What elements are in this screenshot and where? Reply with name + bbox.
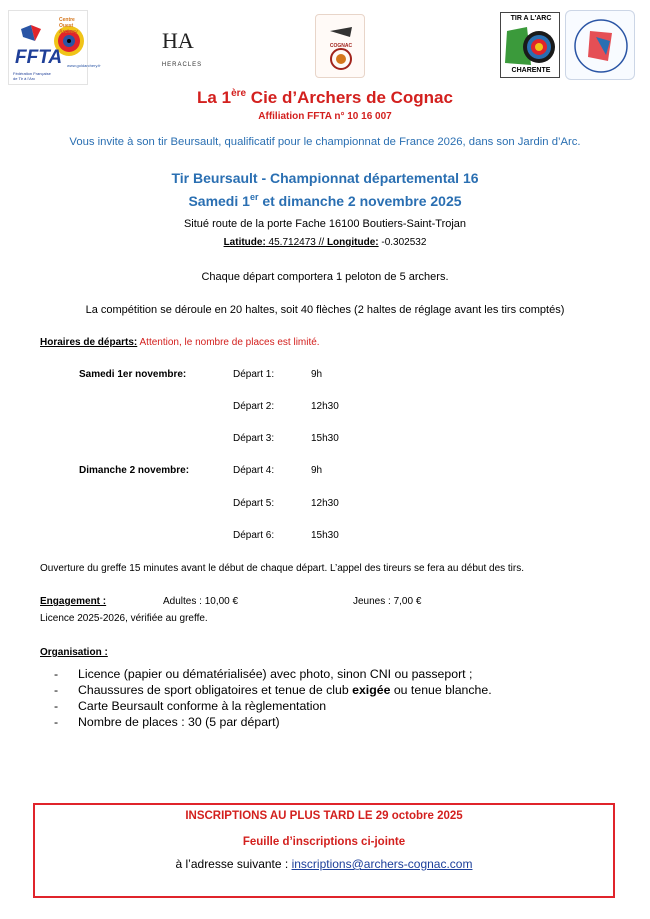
- inscriptions-sheet: Feuille d’inscriptions ci-jointe: [242, 836, 406, 848]
- ffta-wordmark: FFTA: [15, 47, 63, 68]
- list-item: - Carte Beursault conforme à la règlementation: [54, 699, 327, 713]
- price-adultes: Adultes : 10,00 €: [163, 596, 239, 607]
- depart-3-label: Départ 3:: [233, 433, 275, 444]
- engagement-label: Engagement :: [40, 596, 107, 607]
- charente-top-label: TIR A L'ARC: [510, 15, 552, 22]
- cognac-club-logo: [315, 14, 365, 78]
- list-item: - Nombre de places : 30 (5 par départ): [54, 715, 280, 729]
- charente-logo: [500, 12, 560, 78]
- depart-2-label: Départ 2:: [233, 401, 275, 412]
- list-item: - Chaussures de sport obligatoires et tenue de club exigée ou tenue blanche.: [54, 683, 492, 697]
- email-link[interactable]: inscriptions@archers-cognac.com: [291, 857, 473, 871]
- organisation-label: Organisation :: [40, 647, 108, 658]
- heracles-mark: HA: [162, 28, 194, 53]
- charente-bottom-label: CHARENTE: [511, 67, 551, 74]
- organisation-list: [54, 666, 492, 730]
- licence-info: Licence 2025-2026, vérifiée au greffe.: [40, 613, 208, 624]
- partner-name: Centre Ouest Archery: [59, 17, 78, 35]
- depart-4-label: Départ 4:: [233, 465, 275, 476]
- depart-4-time: 9h: [311, 465, 323, 476]
- depart-1-label: Départ 1:: [233, 369, 275, 380]
- partner-url: www.goldarchery.fr: [67, 63, 101, 68]
- regional-emblem-icon: [566, 11, 636, 81]
- event-dates: Samedi 1er et dimanche 2 novembre 2025: [188, 192, 462, 209]
- day-label-saturday: Samedi 1er novembre:: [79, 369, 187, 380]
- page-title: La 1ère Cie d’Archers de Cognac: [197, 88, 453, 107]
- coordinates: Latitude: 45.712473 // Longitude: -0.302532: [223, 237, 427, 248]
- heracles-name: HERACLES: [161, 62, 203, 68]
- cognac-label: COGNAC: [329, 43, 353, 49]
- price-jeunes: Jeunes : 7,00 €: [353, 596, 422, 607]
- inscriptions-deadline: INSCRIPTIONS AU PLUS TARD LE 29 octobre 2025: [185, 810, 463, 822]
- affiliation: Affiliation FFTA n° 10 16 007: [258, 111, 392, 122]
- depart-3-time: 15h30: [311, 433, 339, 444]
- haltes-info: La compétition se déroule en 20 haltes, soit 40 flèches (2 haltes de réglage avant les tirs comptés): [85, 304, 565, 316]
- inscriptions-address: à l’adresse suivante : inscriptions@archers-cognac.com: [175, 857, 473, 871]
- day-label-sunday: Dimanche 2 novembre:: [79, 465, 190, 476]
- depart-2-time: 12h30: [311, 401, 339, 412]
- depart-6-time: 15h30: [311, 530, 339, 541]
- horaires-heading: Horaires de départs: Attention, le nombre de places est limité.: [40, 337, 320, 348]
- inscriptions-box: [33, 803, 615, 898]
- greffe-info: Ouverture du greffe 15 minutes avant le début de chaque départ. L’appel des tireurs se fera au début des tirs.: [40, 563, 525, 574]
- depart-1-time: 9h: [311, 369, 323, 380]
- depart-5-time: 12h30: [311, 498, 339, 509]
- heracles-logo: [158, 26, 206, 76]
- regional-committee-logo: [565, 10, 635, 80]
- depart-5-label: Départ 5:: [233, 498, 275, 509]
- ffta-logo: [8, 10, 101, 85]
- ffta-subtitle: Fédération Française de Tir à l'Arc: [13, 71, 51, 81]
- depart-6-label: Départ 6:: [233, 530, 275, 541]
- invitation-text: Vous invite à son tir Beursault, qualificatif pour le championnat de France 2026, dans son Jardin d’Arc.: [69, 136, 581, 148]
- peloton-info: Chaque départ comportera 1 peloton de 5 archers.: [201, 271, 449, 283]
- championship-title: Tir Beursault - Championnat départemental 16: [171, 170, 479, 186]
- event-address: Situé route de la porte Fache 16100 Boutiers-Saint-Trojan: [183, 218, 467, 230]
- list-item: - Licence (papier ou dématérialisée) avec photo, sinon CNI ou passeport ;: [54, 667, 473, 681]
